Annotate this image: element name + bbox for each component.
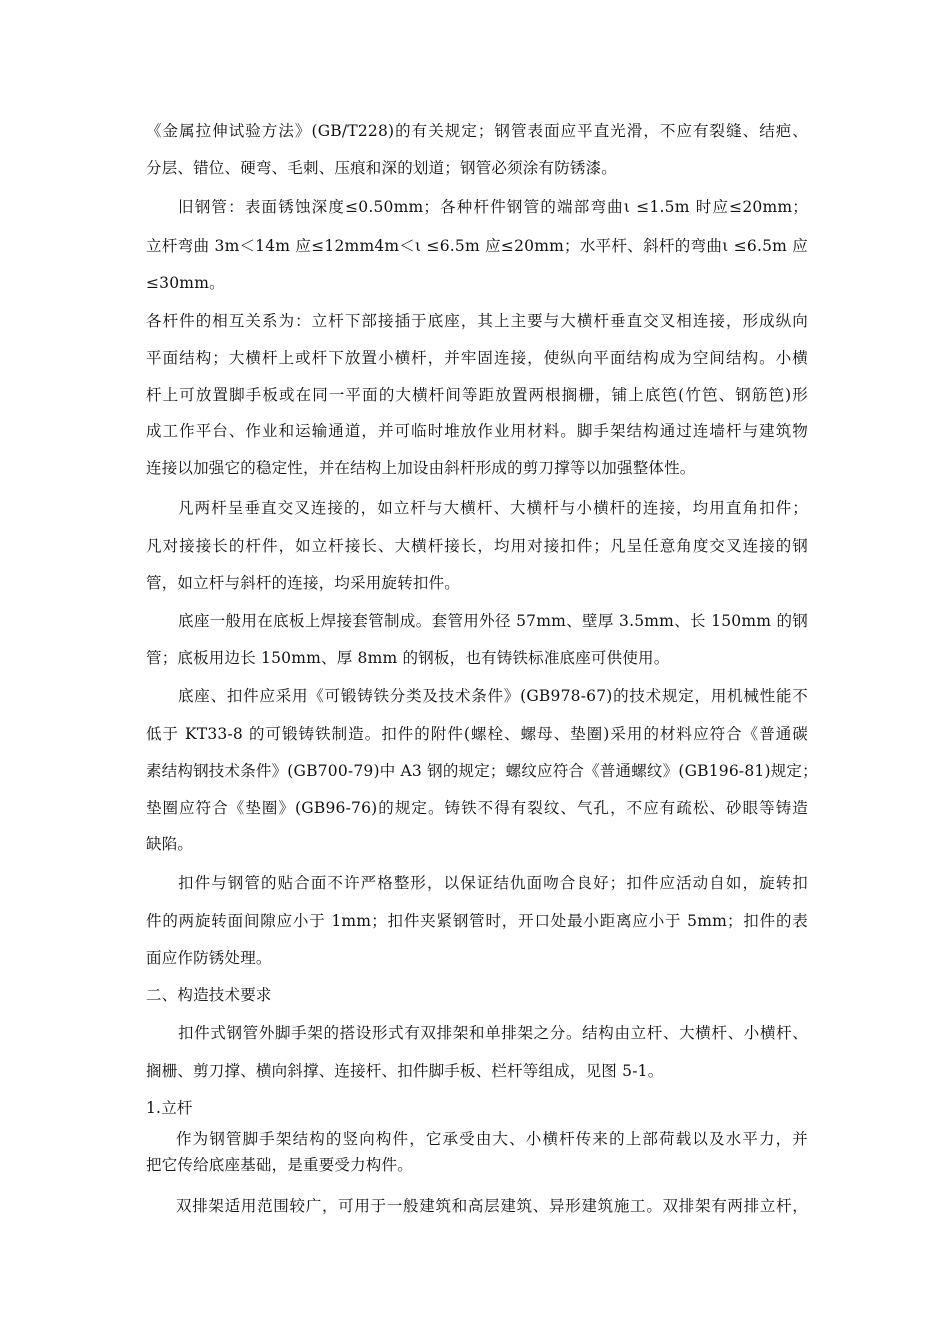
paragraph-line: 搁栅、剪刀撑、横向斜撑、连接杆、扣件脚手板、栏杆等组成，见图 5-1。 xyxy=(146,1062,664,1080)
paragraph-line: 《金属拉伸试验方法》(GB/T228)的有关规定；钢管表面应平直光滑，不应有裂缝、结疤、 xyxy=(146,122,808,140)
paragraph-line: 连接以加强它的稳定性，并在结构上加设由斜杆形成的剪刀撑等以加强整体性。 xyxy=(146,459,696,477)
paragraph-line: 凡两杆呈垂直交叉连接的，如立杆与大横杆、大横杆与小横杆的连接，均用直角扣件； xyxy=(178,499,808,517)
paragraph-line: 分层、错位、硬弯、毛刺、压痕和深的划道；钢管必须涂有防锈漆。 xyxy=(146,159,618,177)
paragraph-line: 作为钢管脚手架结构的竖向构件，它承受由大、小横杆传来的上部荷载以及水平力，并 xyxy=(176,1130,808,1148)
paragraph-line: 杆上可放置脚手板或在同一平面的大横杆间等距放置两根搁栅，铺上底笆(竹笆、钢筋笆)形 xyxy=(146,386,808,404)
paragraph-line: 底座、扣件应采用《可锻铸铁分类及技术条件》(GB978-67)的技术规定，用机械性能不 xyxy=(178,687,808,705)
paragraph-line: 管；底板用边长 150mm、厚 8mm 的钢板，也有铸铁标准底座可供使用。 xyxy=(146,649,670,667)
paragraph-line: 双排架适用范围较广，可用于一般建筑和高层建筑、异形建筑施工。双排架有两排立杆， xyxy=(176,1197,808,1215)
paragraph-line: 面应作防锈处理。 xyxy=(146,949,272,967)
paragraph-line: 成工作平台、作业和运输通道，并可临时堆放作业用材料。脚手架结构通过连墙杆与建筑物 xyxy=(146,422,808,440)
paragraph-line: 立杆弯曲 3m＜14m 应≤12mm4m＜ι ≤6.5m 应≤20mm；水平杆、斜杆的弯曲ι ≤6.5m 应 xyxy=(146,237,808,255)
paragraph-line: 管，如立杆与斜杆的连接，均采用旋转扣件。 xyxy=(146,574,461,592)
paragraph-line: 凡对接接长的杆件，如立杆接长、大横杆接长，均用对接扣件；凡呈任意角度交叉连接的钢 xyxy=(146,537,808,555)
paragraph-line: 平面结构；大横杆上或杆下放置小横杆，并牢固连接，使纵向平面结构成为空间结构。小横 xyxy=(146,349,808,367)
paragraph-line: 底座一般用在底板上焊接套管制成。套管用外径 57mm、壁厚 3.5mm、长 150mm 的钢 xyxy=(178,612,808,630)
paragraph-line: 缺陷。 xyxy=(146,835,194,853)
paragraph-line: 把它传给底座基础，是重要受力构件。 xyxy=(146,1156,413,1174)
paragraph-line: 素结构钢技术条件》(GB700-79)中 A3 钢的规定；螺纹应符合《普通螺纹》(GB196-81)规定； xyxy=(146,762,818,780)
paragraph-line: 垫圈应符合《垫圈》(GB96-76)的规定。铸铁不得有裂纹、气孔，不应有疏松、砂眼等铸造 xyxy=(146,799,808,817)
paragraph-line: ≤30mm。 xyxy=(146,274,225,292)
paragraph-line: 低于 KT33-8 的可锻铸铁制造。扣件的附件(螺栓、螺母、垫圈)采用的材料应符合《普通碳 xyxy=(146,725,808,743)
subsection-heading: 1.立杆 xyxy=(146,1099,193,1117)
paragraph-line: 扣件式钢管外脚手架的搭设形式有双排架和单排架之分。结构由立杆、大横杆、小横杆、 xyxy=(178,1024,808,1042)
section-heading: 二、构造技术要求 xyxy=(146,986,272,1004)
paragraph-line: 旧钢管：表面锈蚀深度≤0.50mm；各种杆件钢管的端部弯曲ι ≤1.5m 时应≤20mm； xyxy=(178,198,808,216)
paragraph-line: 件的两旋转面间隙应小于 1mm；扣件夹紧钢管时，开口处最小距离应小于 5mm；扣件的表 xyxy=(146,912,808,930)
paragraph-line: 扣件与钢管的贴合面不许严格整形，以保证结仇面吻合良好；扣件应活动自如，旋转扣 xyxy=(178,874,808,892)
paragraph-line: 各杆件的相互关系为：立杆下部接插于底座，其上主要与大横杆垂直交叉相连接，形成纵向 xyxy=(146,312,808,330)
